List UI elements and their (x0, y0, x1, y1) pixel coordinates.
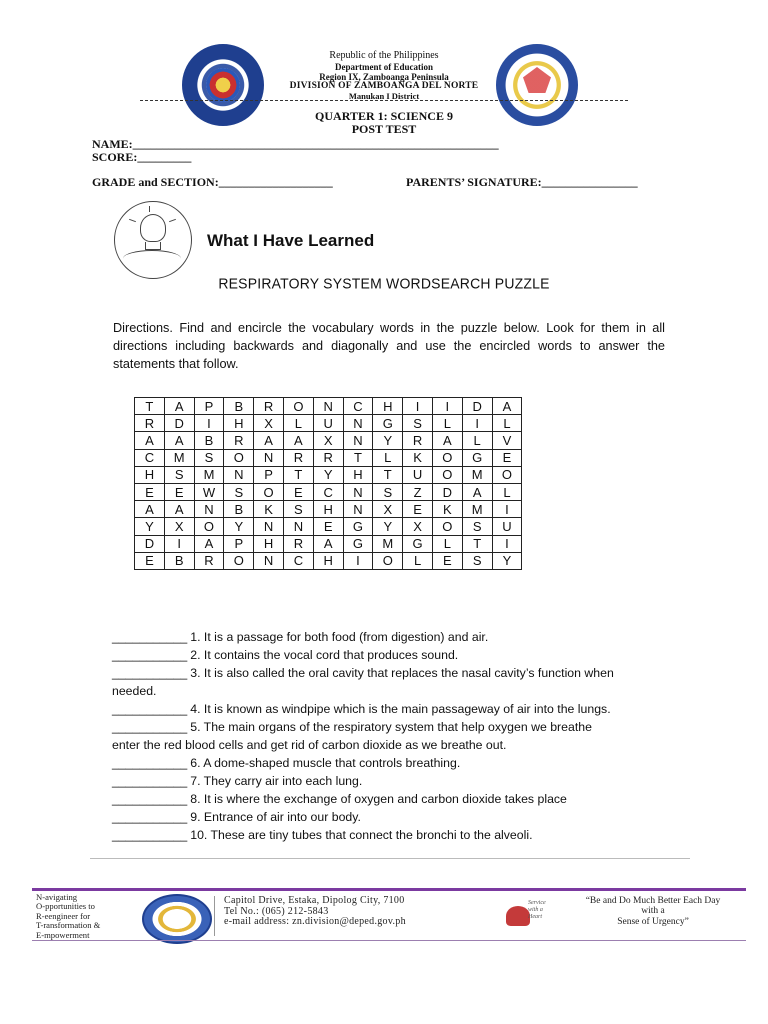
grid-cell[interactable]: X (403, 518, 433, 535)
grid-cell[interactable]: H (373, 398, 403, 415)
grid-cell[interactable]: C (283, 552, 313, 569)
motto-line: E-mpowerment (36, 929, 90, 940)
grid-cell[interactable]: P (194, 398, 224, 415)
grid-cell[interactable]: T (283, 466, 313, 483)
question-item (112, 628, 672, 646)
grid-cell[interactable]: E (432, 552, 462, 569)
grid-cell[interactable]: C (135, 449, 165, 466)
grid-cell[interactable]: G (343, 535, 373, 552)
grid-cell[interactable]: M (373, 535, 403, 552)
footer-motto (36, 893, 100, 940)
grid-cell[interactable]: G (462, 449, 492, 466)
footer-email: e-mail address: zn.division@deped.gov.ph (224, 916, 406, 927)
grid-cell[interactable]: H (313, 501, 343, 518)
grid-cell[interactable]: K (432, 501, 462, 518)
grid-cell[interactable]: R (135, 415, 165, 432)
grid-cell[interactable]: L (373, 449, 403, 466)
grid-cell[interactable]: A (164, 501, 194, 518)
grid-row (135, 432, 522, 449)
grid-cell[interactable]: S (224, 483, 254, 500)
grid-cell[interactable]: E (492, 449, 522, 466)
answer-blank[interactable]: ___________ (112, 630, 188, 644)
header-department: Department of Education (335, 62, 433, 72)
grid-cell[interactable]: R (283, 535, 313, 552)
grid-cell[interactable]: S (462, 518, 492, 535)
grid-cell[interactable]: L (462, 432, 492, 449)
grid-cell[interactable]: O (194, 518, 224, 535)
grid-row (135, 415, 522, 432)
grid-cell[interactable]: R (403, 432, 433, 449)
grid-cell[interactable]: O (373, 552, 403, 569)
name-field[interactable]: NAME:_____________________________________________________________ (92, 137, 499, 151)
grid-cell[interactable]: X (164, 518, 194, 535)
grid-cell[interactable]: Y (373, 518, 403, 535)
grid-cell[interactable]: X (254, 415, 284, 432)
answer-blank[interactable]: ___________ (112, 648, 188, 662)
grid-cell[interactable]: L (432, 415, 462, 432)
parents-signature-field[interactable]: PARENTS’ SIGNATURE:________________ (406, 175, 638, 189)
footer-vertical-divider (214, 896, 215, 936)
grid-cell[interactable]: V (492, 432, 522, 449)
question-text-continued: enter the red blood cells and get rid of carbon dioxide as we breathe out. (112, 738, 507, 752)
grid-cell[interactable]: A (164, 398, 194, 415)
slogan-line: Sense of Urgency” (617, 916, 689, 927)
grid-cell[interactable]: L (492, 415, 522, 432)
grid-cell[interactable]: B (224, 501, 254, 518)
grid-cell[interactable]: N (343, 501, 373, 518)
grid-cell[interactable]: P (224, 535, 254, 552)
motto-line: R-eengineer for (36, 910, 91, 921)
grid-cell[interactable]: S (194, 449, 224, 466)
grid-cell[interactable]: L (492, 483, 522, 500)
grid-cell[interactable]: L (403, 552, 433, 569)
question-text: 7. They carry air into each lung. (190, 774, 363, 788)
grid-cell[interactable]: S (373, 483, 403, 500)
grid-cell[interactable]: A (135, 501, 165, 518)
header-division: DIVISION OF ZAMBOANGA DEL NORTE (289, 81, 479, 91)
section-title: What I Have Learned (207, 231, 375, 250)
test-title: POST TEST (351, 122, 417, 136)
score-field[interactable]: SCORE:_________ (92, 150, 192, 164)
grid-cell[interactable]: I (432, 398, 462, 415)
grid-cell[interactable]: E (164, 483, 194, 500)
question-text: 6. A dome-shaped muscle that controls breathing. (190, 756, 461, 770)
grid-cell[interactable]: A (492, 398, 522, 415)
grid-cell[interactable]: B (164, 552, 194, 569)
grid-cell[interactable]: H (313, 552, 343, 569)
grid-cell[interactable]: A (164, 432, 194, 449)
grid-cell[interactable]: L (283, 415, 313, 432)
question-item (112, 700, 672, 718)
grid-cell[interactable]: Y (313, 466, 343, 483)
grid-cell[interactable]: L (432, 535, 462, 552)
motto-line: T-ransformation & (36, 920, 101, 931)
grid-row (135, 398, 522, 415)
grid-cell[interactable]: O (432, 449, 462, 466)
grid-cell[interactable]: G (403, 535, 433, 552)
grid-cell[interactable]: Y (224, 518, 254, 535)
answer-blank[interactable]: ___________ (112, 756, 188, 770)
footer-bottom-rule (32, 940, 746, 941)
question-item (112, 664, 672, 682)
grid-cell[interactable]: I (343, 552, 373, 569)
grid-cell[interactable]: D (135, 535, 165, 552)
grid-cell[interactable]: E (135, 552, 165, 569)
grid-cell[interactable]: O (224, 449, 254, 466)
grid-cell[interactable]: B (194, 432, 224, 449)
grid-row (135, 552, 522, 569)
question-text: 4. It is known as windpipe which is the main passageway of air into the lungs. (190, 702, 611, 716)
question-text: 2. It contains the vocal cord that produces sound. (190, 648, 459, 662)
question-text: 5. The main organs of the respiratory system that help oxygen we breathe (190, 720, 592, 734)
grid-cell[interactable]: R (194, 552, 224, 569)
grid-cell[interactable]: U (492, 518, 522, 535)
answer-blank[interactable]: ___________ (112, 810, 188, 824)
grid-cell[interactable]: U (313, 415, 343, 432)
grid-cell[interactable]: H (343, 466, 373, 483)
answer-blank[interactable]: ___________ (112, 828, 188, 842)
footer-divider-bar (32, 888, 746, 891)
footer-contact (224, 896, 406, 928)
grid-cell[interactable]: O (283, 398, 313, 415)
grid-cell[interactable]: Y (492, 552, 522, 569)
grid-cell[interactable]: I (164, 535, 194, 552)
directions-text: Directions. Find and encircle the vocabulary words in the puzzle below. Look for them in all directions including backwards and diagonally and use the encircled words to answer the statements that follow. (113, 321, 665, 371)
grid-cell[interactable]: N (254, 449, 284, 466)
grid-cell[interactable]: C (313, 483, 343, 500)
question-item (112, 754, 672, 772)
grid-cell[interactable]: A (313, 535, 343, 552)
answer-blank[interactable]: ___________ (112, 774, 188, 788)
grid-row (135, 466, 522, 483)
answer-blank[interactable]: ___________ (112, 702, 188, 716)
question-item (112, 646, 672, 664)
test-quarter: QUARTER 1: SCIENCE 9 (315, 109, 453, 123)
grid-cell[interactable]: N (254, 518, 284, 535)
grid-cell[interactable]: M (462, 466, 492, 483)
question-text: 1. It is a passage for both food (from digestion) and air. (190, 630, 489, 644)
grid-row (135, 449, 522, 466)
grid-cell[interactable]: M (462, 501, 492, 518)
grid-cell[interactable]: N (343, 415, 373, 432)
question-text: 8. It is where the exchange of oxygen and carbon dioxide takes place (190, 792, 567, 806)
footer-top-rule (90, 858, 690, 859)
grid-cell[interactable]: D (164, 415, 194, 432)
grid-cell[interactable]: E (313, 518, 343, 535)
question-item (112, 718, 672, 736)
grid-cell[interactable]: Z (403, 483, 433, 500)
grid-cell[interactable]: N (313, 398, 343, 415)
grid-cell[interactable]: A (135, 432, 165, 449)
grid-cell[interactable]: N (224, 466, 254, 483)
grid-cell[interactable]: O (432, 518, 462, 535)
grid-cell[interactable]: I (462, 415, 492, 432)
question-list (112, 628, 672, 844)
answer-blank[interactable]: ___________ (112, 720, 188, 734)
grid-cell[interactable]: O (432, 466, 462, 483)
grid-cell[interactable]: X (313, 432, 343, 449)
grid-cell[interactable]: E (283, 483, 313, 500)
wordsearch-grid[interactable] (134, 397, 522, 570)
grid-cell[interactable]: R (313, 449, 343, 466)
answer-blank[interactable]: ___________ (112, 792, 188, 806)
grid-cell[interactable]: O (224, 552, 254, 569)
grid-cell[interactable]: Y (135, 518, 165, 535)
grid-cell[interactable]: K (254, 501, 284, 518)
grid-cell[interactable]: A (254, 432, 284, 449)
question-text: 3. It is also called the oral cavity that replaces the nasal cavity’s function when (190, 666, 614, 680)
grid-cell[interactable]: D (462, 398, 492, 415)
footer-slogan (558, 896, 748, 927)
grid-row (135, 501, 522, 518)
grid-cell[interactable]: A (432, 432, 462, 449)
grid-cell[interactable]: T (373, 466, 403, 483)
question-text: 10. These are tiny tubes that connect the bronchi to the alveoli. (190, 828, 533, 842)
question-item (112, 790, 672, 808)
grid-cell[interactable]: T (135, 398, 165, 415)
header-district: Manukan I District (348, 91, 420, 101)
motto-line: O-pportunities to (36, 901, 95, 912)
question-item (112, 772, 672, 790)
grid-cell[interactable]: E (403, 501, 433, 518)
grid-cell[interactable]: S (462, 552, 492, 569)
grid-row (135, 483, 522, 500)
grade-section-field[interactable]: GRADE and SECTION:___________________ (92, 175, 333, 189)
grid-cell[interactable]: E (135, 483, 165, 500)
grid-cell[interactable]: T (462, 535, 492, 552)
grid-cell[interactable]: N (343, 483, 373, 500)
grid-cell[interactable]: M (164, 449, 194, 466)
grid-cell[interactable]: A (283, 432, 313, 449)
lightbulb-hand-icon (114, 201, 192, 279)
grid-cell[interactable]: O (254, 483, 284, 500)
service-heart-logo: Service with a Heart (500, 898, 552, 930)
puzzle-title: RESPIRATORY SYSTEM WORDSEARCH PUZZLE (218, 274, 550, 292)
footer-address: Capitol Drive, Estaka, Dipolog City, 7100 (224, 895, 405, 906)
slogan-line: “Be and Do Much Better Each Day (585, 896, 721, 906)
grid-cell[interactable]: N (194, 501, 224, 518)
grid-cell[interactable]: I (492, 535, 522, 552)
header-divider (140, 100, 628, 101)
question-text: 9. Entrance of air into our body. (190, 810, 361, 824)
grid-cell[interactable]: P (254, 466, 284, 483)
grid-cell[interactable]: C (343, 398, 373, 415)
header-republic: Republic of the Philippines (329, 50, 439, 61)
grid-cell[interactable]: H (254, 535, 284, 552)
grid-cell[interactable]: D (432, 483, 462, 500)
grid-cell[interactable]: G (343, 518, 373, 535)
question-text-continued: needed. (112, 684, 157, 698)
grid-cell[interactable]: Y (373, 432, 403, 449)
grid-cell[interactable]: H (224, 415, 254, 432)
grid-cell[interactable]: O (492, 466, 522, 483)
grid-cell[interactable]: N (283, 518, 313, 535)
grid-cell[interactable]: X (373, 501, 403, 518)
grid-cell[interactable]: A (194, 535, 224, 552)
grid-cell[interactable]: I (194, 415, 224, 432)
grid-cell[interactable]: M (194, 466, 224, 483)
grid-cell[interactable]: A (462, 483, 492, 500)
grid-cell[interactable]: K (403, 449, 433, 466)
header-region: Region IX, Zamboanga Peninsula (319, 72, 449, 82)
answer-blank[interactable]: ___________ (112, 666, 188, 680)
grid-cell[interactable]: R (224, 432, 254, 449)
grid-cell[interactable]: N (343, 432, 373, 449)
grid-cell[interactable]: U (403, 466, 433, 483)
grid-cell[interactable]: H (135, 466, 165, 483)
grid-row (135, 535, 522, 552)
grid-cell[interactable]: R (283, 449, 313, 466)
motto-line: N-avigating (36, 892, 78, 902)
grid-cell[interactable]: S (164, 466, 194, 483)
footer-tel: Tel No.: (065) 212-5843 (224, 905, 329, 917)
slogan-line: with a (641, 906, 665, 917)
grid-cell[interactable]: I (403, 398, 433, 415)
grid-cell[interactable]: W (194, 483, 224, 500)
question-item (112, 826, 672, 844)
grid-cell[interactable]: G (373, 415, 403, 432)
grid-cell[interactable]: R (254, 398, 284, 415)
grid-cell[interactable]: S (283, 501, 313, 518)
grid-row (135, 518, 522, 535)
question-item (112, 808, 672, 826)
grid-cell[interactable]: S (403, 415, 433, 432)
grid-cell[interactable]: N (254, 552, 284, 569)
grid-cell[interactable]: T (343, 449, 373, 466)
grid-cell[interactable]: I (492, 501, 522, 518)
grid-cell[interactable]: B (224, 398, 254, 415)
division-seal-logo (142, 894, 212, 944)
